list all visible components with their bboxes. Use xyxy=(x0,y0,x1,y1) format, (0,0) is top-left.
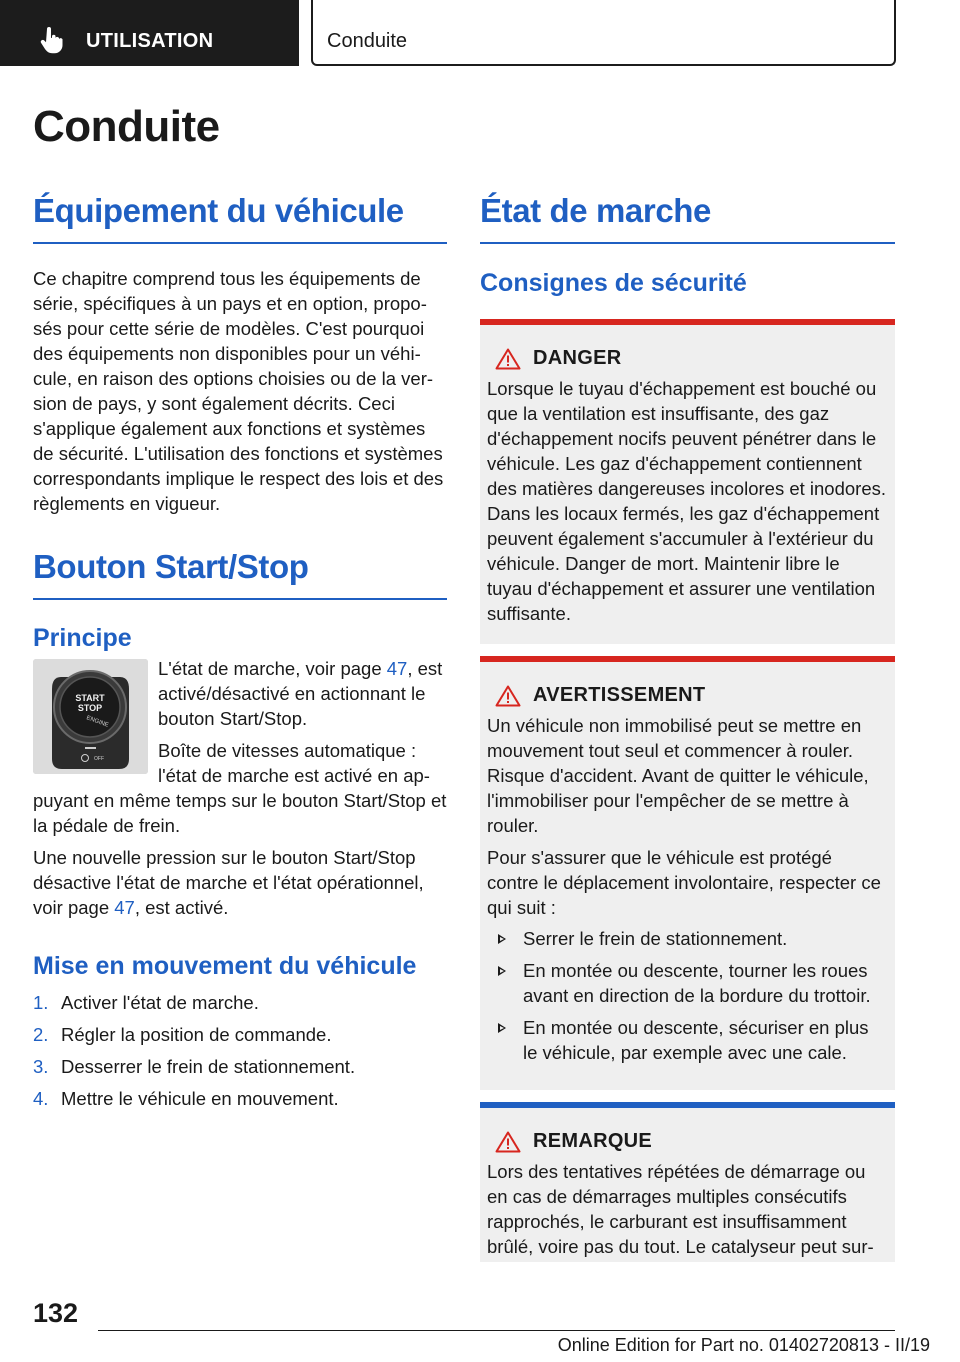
note-title: REMARQUE xyxy=(533,1130,653,1152)
bullet-arrow-icon xyxy=(498,1023,506,1033)
start-stop-button-graphic xyxy=(33,659,148,774)
startstop-heading: Bouton Start/Stop xyxy=(33,546,447,600)
list-item xyxy=(487,958,887,1008)
page-ref-link[interactable]: 47 xyxy=(386,658,408,679)
warning-box xyxy=(480,656,895,1090)
operating-state-heading: État de marche xyxy=(480,190,895,244)
step-number: 2. xyxy=(33,1024,49,1045)
principle-block xyxy=(33,656,447,920)
equipment-text: Ce chapitre comprend tous les équipements de série, spécifiques à un pays et en option, proposés pour cette série de modèles. C'est pourquoi des équipements non disponibles pour un véhicule, en raison des options choisies ou de la version de pays, y sont également décrits. Ceci s'applique également aux fonctions et systèmes de sécurité. L'utilisation des fonctions et systèmes correspondants implique le respect des lois et des règlements en vigueur. xyxy=(33,268,444,514)
warning-text-2: Pour s'assurer que le véhicule est protégé contre le déplacement involontaire, respecter ce qui suit : xyxy=(487,847,881,918)
warning-text-1: Un véhicule non immobilisé peut se mettre en mouvement tout seul et commencer à rouler. Risque d'accident. Avant de quitter le véhicule, l'immobiliser pour l'empêcher de se mettre à rouler. xyxy=(487,715,869,836)
footer-edition: Online Edition for Part no. 01402720813 - II/19 xyxy=(557,1335,930,1355)
principle-paragraph-3 xyxy=(33,845,447,920)
danger-box xyxy=(480,319,895,644)
page-ref-link[interactable]: 47 xyxy=(114,897,135,918)
page-title: Conduite xyxy=(33,102,220,151)
chapter-tab xyxy=(311,0,896,66)
list-item xyxy=(487,926,887,951)
equipment-heading: Équipement du véhicule xyxy=(33,190,447,244)
safety-heading: Consignes de sécurité xyxy=(480,269,747,297)
bullet-arrow-icon xyxy=(498,966,506,976)
button-stop-text: STOP xyxy=(77,703,103,713)
danger-title: DANGER xyxy=(533,347,622,369)
note-box xyxy=(480,1102,895,1262)
list-item xyxy=(33,1022,447,1047)
moving-heading: Mise en mouvement du véhicule xyxy=(33,952,417,980)
step-number: 3. xyxy=(33,1056,49,1077)
hand-pointer-icon xyxy=(40,27,64,55)
left-column xyxy=(33,190,447,1118)
warning-title: AVERTISSEMENT xyxy=(533,684,706,706)
note-text: Lors des tentatives répétées de démarrage ou en cas de démarrages multiples consécutifs rapprochés, le carburant est insuffisamment brûlé, voire pas du tout. Le catalyseur peut sur- xyxy=(487,1161,874,1257)
section-tab xyxy=(0,0,299,66)
step-number: 4. xyxy=(33,1088,49,1109)
warning-list xyxy=(487,926,887,1065)
moving-steps-list xyxy=(33,990,447,1111)
section-label: UTILISATION xyxy=(86,30,214,52)
page-header xyxy=(0,0,960,66)
danger-text: Lorsque le tuyau d'échappement est bouché ou que la ventilation est insuffisante, des gaz d'échappement nocifs peuvent pénétrer dans le véhicule. Les gaz d'échappement contiennent des matières dangereuses incolores et inodores. Dans les locaux fermés, les gaz d'échappement peuvent également s'accumuler à l'extérieur du véhicule. Danger de mort. Maintenir libre le tuyau d'échappement et assurer une ventilation suffisante. xyxy=(487,378,887,624)
step-text: Mettre le véhicule en mouvement. xyxy=(61,1088,339,1109)
button-engine-text: ENGINE xyxy=(85,715,110,729)
page-number: 132 xyxy=(33,1298,79,1328)
step-text: Activer l'état de marche. xyxy=(61,992,259,1013)
p3-text-after: , est activé. xyxy=(134,897,229,918)
bullet-arrow-icon xyxy=(498,934,506,944)
list-item-text: Serrer le frein de stationnement. xyxy=(523,928,788,949)
list-item xyxy=(33,1054,447,1079)
p1-text-after: , est activé/désactivé en actionnant le bouton Start/Stop. xyxy=(158,658,443,729)
list-item-text: En montée ou descente, sécuriser en plus le véhicule, par exemple avec une cale. xyxy=(523,1017,869,1063)
principle-paragraph-2: Boîte de vitesses automatique : l'état de marche est activé en appuyant en même temps sur le bouton Start/Stop et la pédale de frein. xyxy=(33,740,447,836)
p1-text-before: L'état de marche, voir page xyxy=(158,658,387,679)
list-item xyxy=(487,1015,887,1065)
principle-heading: Principe xyxy=(33,624,132,652)
warning-triangle-icon xyxy=(495,685,521,707)
list-item-text: En montée ou descente, tourner les roues avant en direction de la bordure du trottoir. xyxy=(523,960,871,1006)
warning-triangle-icon xyxy=(495,1131,521,1153)
start-stop-button-image xyxy=(33,659,148,774)
step-text: Régler la position de commande. xyxy=(61,1024,332,1045)
p3-text-before: Une nouvelle pression sur le bouton Start/Stop désactive l'état de marche et l'état opérationnel, voir page xyxy=(33,847,424,918)
step-text: Desserrer le frein de stationnement. xyxy=(61,1056,356,1077)
step-number: 1. xyxy=(33,992,49,1013)
button-off-text: OFF xyxy=(94,756,104,762)
footer-divider xyxy=(98,1330,895,1331)
button-start-text: START xyxy=(75,693,105,703)
chapter-label: Conduite xyxy=(327,30,408,52)
list-item xyxy=(33,990,447,1015)
list-item xyxy=(33,1086,447,1111)
right-column xyxy=(480,190,895,1262)
warning-triangle-icon xyxy=(495,348,521,370)
